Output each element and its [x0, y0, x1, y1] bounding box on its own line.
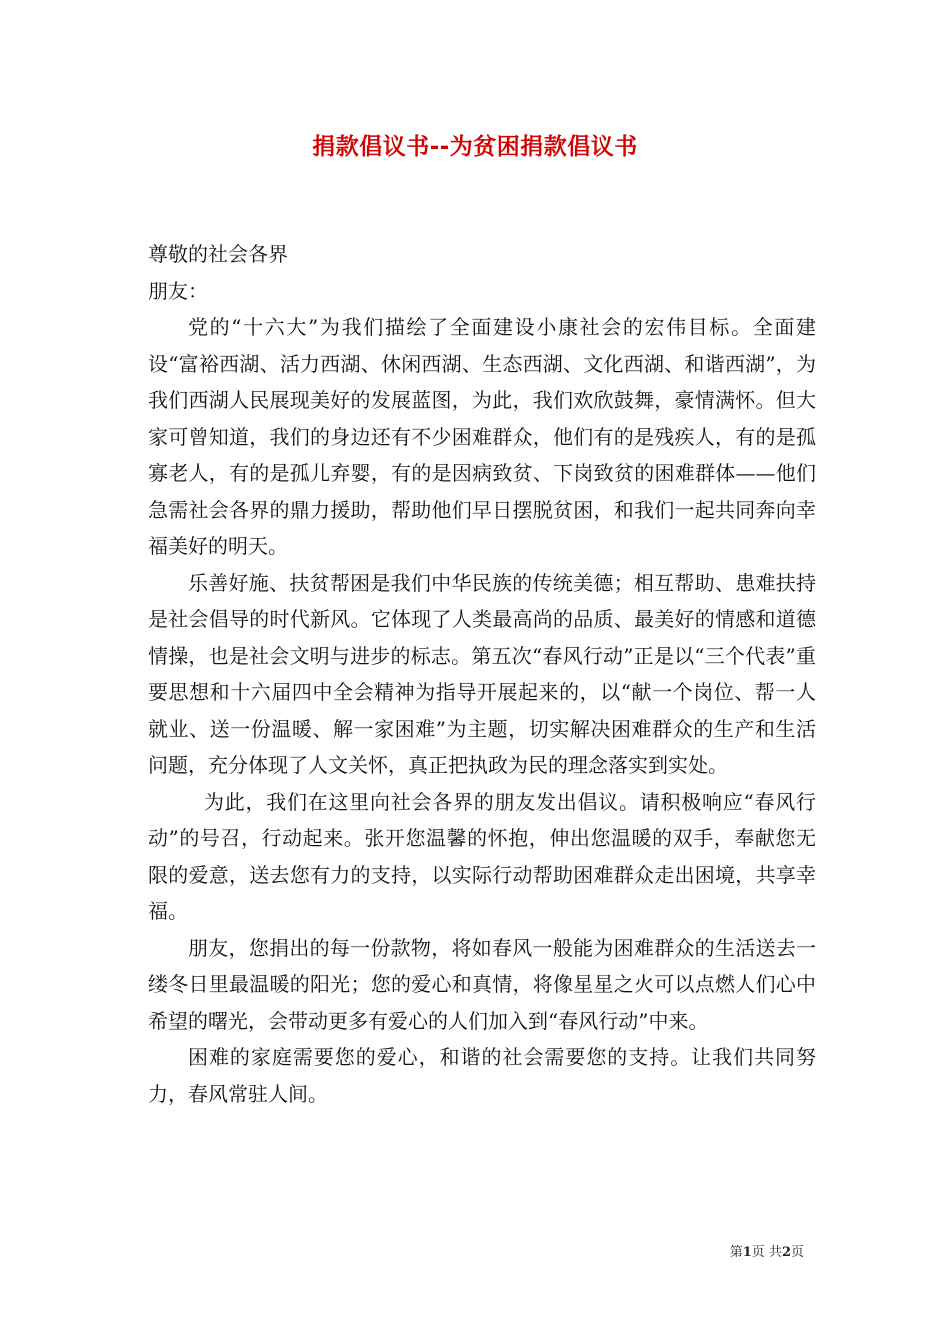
paragraph-5: 困难的家庭需要您的爱心，和谐的社会需要您的支持。让我们共同努力，春风常驻人间。 — [148, 1045, 816, 1106]
page-number-footer — [730, 1244, 804, 1262]
salutation-line-2: 朋友： — [148, 278, 208, 303]
footer-middle: 页 共 — [751, 1245, 782, 1260]
paragraph-2: 乐善好施、扶贫帮困是我们中华民族的传统美德；相互帮助、患难扶持是社会倡导的时代新风。它体现了人类最高尚的品质、最美好的情感和道德情操，也是社会文明与进步的标志。第五次“春风行动”正是以“三个代表”重要思想和十六届四中全会精神为指导开展起来的，以“献一个岗位、帮一人就业、送一份温暖、解一家困难”为主题，切实解决困难群众的生产和生活问题，充分体现了人文关怀，真正把执政为民的理念落实到实处。 — [148, 570, 816, 777]
footer-current-page: 1 — [742, 1245, 752, 1260]
paragraph-4: 朋友，您捐出的每一份款物，将如春风一般能为困难群众的生活送去一缕冬日里最温暖的阳光；您的爱心和真情，将像星星之火可以点燃人们心中希望的曙光，会带动更多有爱心的人们加入到“春风行动”中来。 — [148, 935, 816, 1033]
paragraph-1: 党的“十六大”为我们描绘了全面建设小康社会的宏伟目标。全面建设“富裕西湖、活力西湖、休闲西湖、生态西湖、文化西湖、和谐西湖”，为我们西湖人民展现美好的发展蓝图，为此，我们欢欣鼓舞，豪情满怀。但大家可曾知道，我们的身边还有不少困难群众，他们有的是残疾人，有的是孤寡老人，有的是孤儿弃婴，有的是因病致贫、下岗致贫的困难群体——他们急需社会各界的鼎力援助，帮助他们早日摆脱贫困，和我们一起共同奔向幸福美好的明天。 — [148, 315, 816, 558]
footer-suffix: 页 — [790, 1245, 804, 1260]
page-title: 捐款倡议书--为贫困捐款倡议书 — [312, 134, 638, 160]
salutation-line-1: 尊敬的社会各界 — [148, 242, 288, 266]
letter-body — [148, 236, 816, 1112]
footer-prefix: 第 — [729, 1245, 743, 1260]
paragraph-3: 为此，我们在这里向社会各界的朋友发出倡议。请积极响应“春风行动”的号召，行动起来。张开您温馨的怀抱，伸出您温暖的双手，奉献您无限的爱意，送去您有力的支持，以实际行动帮助困难群众走出困境，共享幸福。 — [148, 789, 816, 923]
footer-total-pages: 2 — [781, 1245, 791, 1260]
